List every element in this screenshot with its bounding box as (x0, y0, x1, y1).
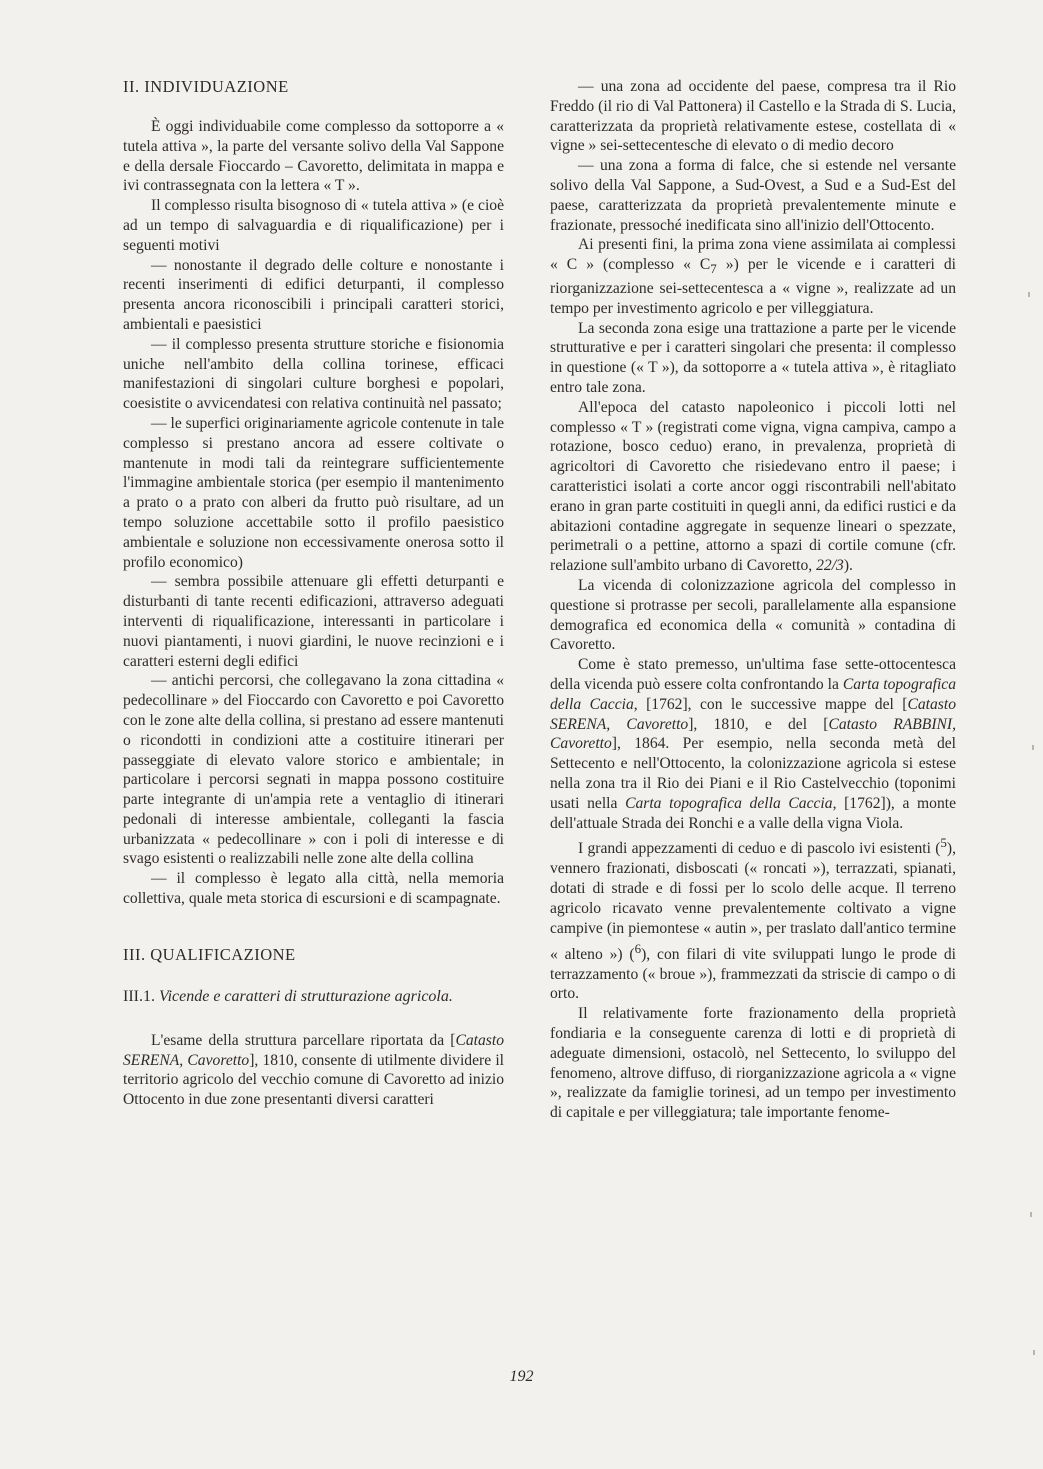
paragraph (550, 655, 956, 833)
paragraph: La seconda zona esige una trattazione a parte per le vicende strutturative e per i caratteri singolari che presenta: il complesso in questione (« T »), da sottoporre a « tutela attiva », è ritagliato entro tale zona. (550, 319, 956, 397)
citation: Carta topografica della Caccia (550, 676, 957, 713)
scan-speck (1032, 745, 1034, 750)
subsection-heading (123, 987, 504, 1007)
text-run: ). (843, 557, 853, 575)
citation: Catasto SERENA, Cavoretto (123, 1031, 504, 1069)
subsection-title: Vicende e caratteri di strutturazione agricola. (158, 987, 453, 1005)
paragraph: Il complesso risulta bisognoso di « tutela attiva » (e cioè ad un tempo di salvaguardia e di riqualificazione) per i seguenti motivi (123, 197, 504, 254)
list-item: — il complesso presenta strutture storiche e fisionomia uniche nell'ambito della collina torinese, efficaci manifestazioni di singolari culture borghesi e popolari, coesistite o avvicendatesi con relativa continuità nel passato; (123, 335, 504, 413)
citation: Catasto RABBINI, Cavoretto (550, 715, 957, 753)
text-run: All'epoca del catasto napoleonico i piccoli lotti nel complesso « T » (registrati come vigna, vigna campiva, campo a rotazione, bosco ceduo) erano, in prevalenza, proprietà di agricoltori di Cavoretto che risiedevano entro il paese; i caratteristici isolati a corte ancor oggi riscontrabili nell'abitato erano in gran parte costituiti in quegli anni, da edifici rustici e da abitazioni contadine aggregate in sequenze lineari o spezzate, perimetrali o a pettine, attorno a spazi di cortile comune (cfr. relazione sull'ambito urbano di Cavoretto, (550, 398, 956, 575)
scan-speck (1030, 1212, 1032, 1217)
page-number: 192 (509, 1368, 534, 1385)
text-run: , [1762], con le successive mappe del [ (633, 695, 908, 713)
paragraph: È oggi individuabile come complesso da sottoporre a « tutela attiva », la parte del versante solivo della Val Sappone e della dersale Fioccardo – Cavoretto, delimitata in mappa e ivi contrassegnata con la lettera « T ». (123, 118, 504, 195)
footnote-ref: 6 (634, 940, 642, 956)
list-item: — le superfici originariamente agricole contenute in tale complesso si prestano ancora ad essere coltivate o mantenute in modi tali da reintegrare sufficientemente l'immagine ambientale storica (per esempio il mantenimento a prato o a prato con alberi da frutto può risultare, ad un tempo soluzione accettabile sotto il profilo paesistico ambientale e soluzione non eccessivamente onerosa sotto il profilo economico) (123, 414, 504, 571)
text-run: ], 1810, e del [ (688, 715, 829, 733)
citation: Carta topografica della Caccia (625, 794, 833, 812)
paragraph: La vicenda di colonizzazione agricola del complesso in questione si protrasse per secoli, parallelamente alla espansione demografica ed economica della « comunità » contadina di Cavoretto. (550, 577, 956, 654)
scan-speck (1033, 1350, 1035, 1355)
text-run: ], 1864. Per esempio, nella seconda metà del Settecento e nell'Ottocento, la colonizzazione agricola si estese nella zona tra il Rio dei Piani e il Rio Castelvecchio (toponimi usati nella (550, 735, 956, 812)
text-run: I grandi appezzamenti di ceduo e di pascolo ivi esistenti ( (578, 840, 941, 858)
list-item: — nonostante il degrado delle colture e nonostante i recenti inserimenti di edifici deturpanti, il complesso presenta ancora riconoscibili i principali caratteri storici, ambientali e paesistici (123, 256, 504, 333)
text-run: ), con filari di vite sviluppati lungo le prode di terrazzamento (« broue »), frammezzati da striscie di campo o di orto. (550, 945, 956, 1003)
paragraph (550, 398, 956, 576)
text-run: Ai presenti fini, la prima zona viene assimilata ai complessi « C » (complesso « C (550, 236, 956, 274)
footnote-ref: 5 (940, 835, 947, 851)
list-item: — sembra possibile attenuare gli effetti deturpanti e disturbanti di tante recenti edificazioni, attraverso adeguati interventi di riqualificazione, interessanti in particolare i nuovi piantamenti, i nuovi giardini, le nuove recinzioni e i caratteri esterni degli edifici (123, 573, 504, 670)
subscript: 7 (710, 261, 717, 277)
paragraph (550, 833, 956, 1004)
list-item: — una zona a forma di falce, che si estende nel versante solivo della Val Sappone, a Sud-Ovest, a Sud e a Sud-Est del paese, caratterizzata da proprietà prevalentemente minute e frazionate, pressoché inedificata sino all'inizio dell'Ottocento. (550, 157, 956, 234)
list-item: — antichi percorsi, che collegavano la zona cittadina « pedecollinare » del Fioccardo con Cavoretto e poi Cavoretto con le zone alte della collina, si prestano ad essere mantenuti o ricondotti in condizioni atte a costituire itinerari per passeggiate di elevato valore storico e ambientale; in particolare i percorsi segnati in mappa possono costituire parte integrante di un'ampia rete a ventaglio di itinerari pedonali di interesse ambientale, colleganti la fascia urbanizzata « pedecollinare » con i poli di interesse e di svago esistenti o realizzabili nelle zone alte della collina (123, 672, 504, 868)
text-run: L'esame della struttura parcellare riportata da [ (151, 1031, 456, 1049)
section-heading-qualificazione: III. QUALIFICAZIONE (123, 944, 296, 964)
paragraph: Il relativamente forte frazionamento della proprietà fondiaria e la conseguente carenza di lotti e di proprietà di adeguate dimensioni, ostacolò, nel Settecento, lo sviluppo del fenomeno, altrove diffuso, di riorganizzazione agricola a « vigne », realizzate da famiglie torinesi, ad un tempo per investimento di capitale e per villeggiatura; tale importante fenome- (550, 1005, 956, 1122)
text-run: Come è stato premesso, un'ultima fase sette-ottocentesca della vicenda può essere colta confrontando la (550, 656, 956, 694)
subsection-number: III.1. (123, 987, 155, 1005)
right-column (550, 77, 956, 1123)
text-run: ), vennero frazionati, disboscati (« roncati »), terrazzati, spianati, dotati di strade e di fossi per lo scolo delle acque. Il terreno agricolo ricavato venne prevalentemente coltivato a vigne campive (in piemontese « autin », per traslato dall'antico termine « alteno ») ( (550, 840, 956, 963)
paragraph (123, 1031, 504, 1110)
section-heading-individuazione: II. INDIVIDUAZIONE (123, 77, 289, 96)
text-run: ], 1810, consente di utilmente dividere il territorio agricolo del vecchio comune di Cavoretto ad inizio Ottocento in due zone presentanti diversi caratteri (123, 1051, 504, 1109)
left-column (123, 77, 504, 1110)
list-item: — una zona ad occidente del paese, compresa tra il Rio Freddo (il rio di Val Pattonera) il Castello e la Strada di S. Lucia, caratterizzata da proprietà relativamente estese, costellata di « vigne » sei-settecentesche di elevato o di medio decoro (550, 78, 956, 155)
text-run: ») per le vicende e i caratteri di riorganizzazione sei-settecentesca a « vigne », realizzate ad un tempo per investimento agricolo e per villeggiatura. (550, 256, 956, 317)
paragraph (550, 235, 956, 318)
text-run: , [1762]), a monte dell'attuale Strada dei Ronchi e a valle della vigna Viola. (550, 794, 956, 832)
citation: Catasto SERENA, Cavoretto (550, 695, 957, 733)
scan-speck (1028, 292, 1030, 297)
reference: 22/3 (816, 557, 844, 575)
list-item: — il complesso è legato alla città, nella memoria collettiva, quale meta storica di escursioni e di scampagnate. (123, 870, 504, 908)
